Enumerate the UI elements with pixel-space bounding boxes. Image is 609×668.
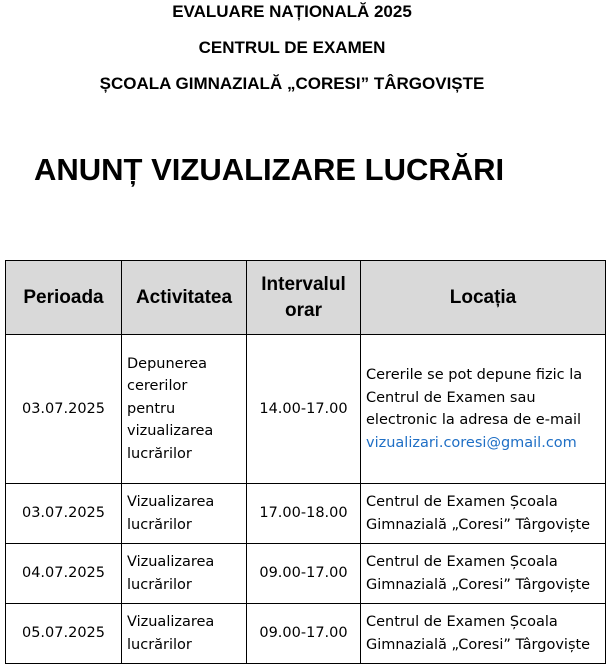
- cell-date: 03.07.2025: [6, 335, 122, 484]
- column-header-activity: Activitatea: [122, 261, 247, 335]
- header-school-name: ȘCOALA GIMNAZIALĂ „CORESI” TÂRGOVIȘTE: [99, 74, 485, 93]
- location-line: Gimnazială „Coresi” Târgoviște: [366, 576, 591, 593]
- location-line: Gimnazială „Coresi” Târgoviște: [366, 636, 591, 653]
- cell-date: 04.07.2025: [6, 544, 122, 604]
- column-header-interval: [247, 261, 361, 335]
- activity-line: Depunerea: [127, 355, 208, 372]
- schedule-table: [5, 260, 606, 664]
- location-line: Centrul de Examen Școala: [366, 554, 558, 570]
- location-line: Centrul de Examen Școala: [366, 494, 558, 510]
- cell-date: 05.07.2025: [6, 604, 122, 664]
- page-title: ANUNȚ VIZUALIZARE LUCRĂRI: [34, 152, 505, 187]
- cell-location: [361, 484, 606, 544]
- table-row: [6, 335, 606, 484]
- activity-line: Vizualizarea: [127, 554, 215, 570]
- cell-location: [361, 544, 606, 604]
- column-header-interval-line1: Intervalul: [261, 273, 346, 295]
- activity-line: vizualizarea: [127, 423, 214, 440]
- table-row: [6, 604, 606, 664]
- cell-activity: [122, 604, 247, 664]
- table-row: [6, 484, 606, 544]
- table-row: [6, 544, 606, 604]
- cell-location: [361, 335, 606, 484]
- location-line: Cererile se pot depune fizic la: [366, 367, 583, 383]
- activity-line: pentru: [127, 400, 176, 417]
- activity-line: lucrărilor: [127, 576, 192, 593]
- cell-time-interval: 09.00-17.00: [247, 544, 361, 604]
- column-header-interval-line2: orar: [285, 299, 322, 321]
- location-line: Centrul de Examen sau: [366, 389, 536, 406]
- activity-line: lucrărilor: [127, 516, 192, 533]
- activity-line: Vizualizarea: [127, 494, 215, 510]
- email-link[interactable]: vizualizari.coresi@gmail.com: [366, 434, 577, 451]
- activity-line: lucrărilor: [127, 636, 192, 653]
- cell-activity: [122, 484, 247, 544]
- activity-line: cererilor: [127, 378, 188, 395]
- cell-activity: [122, 335, 247, 484]
- column-header-period: Perioada: [6, 261, 122, 335]
- header-exam-name: EVALUARE NAȚIONALĂ 2025: [172, 2, 412, 21]
- cell-time-interval: 09.00-17.00: [247, 604, 361, 664]
- location-line: Gimnazială „Coresi” Târgoviște: [366, 516, 591, 533]
- activity-line: Vizualizarea: [127, 614, 215, 630]
- table-header-row: [6, 261, 606, 335]
- location-line: Centrul de Examen Școala: [366, 614, 558, 630]
- cell-location: [361, 604, 606, 664]
- cell-activity: [122, 544, 247, 604]
- header-exam-center: CENTRUL DE EXAMEN: [198, 38, 386, 57]
- column-header-location: Locația: [361, 261, 606, 335]
- cell-time-interval: 14.00-17.00: [247, 335, 361, 484]
- cell-time-interval: 17.00-18.00: [247, 484, 361, 544]
- location-line: electronic la adresa de e-mail: [366, 412, 582, 428]
- cell-date: 03.07.2025: [6, 484, 122, 544]
- activity-line: lucrărilor: [127, 445, 192, 462]
